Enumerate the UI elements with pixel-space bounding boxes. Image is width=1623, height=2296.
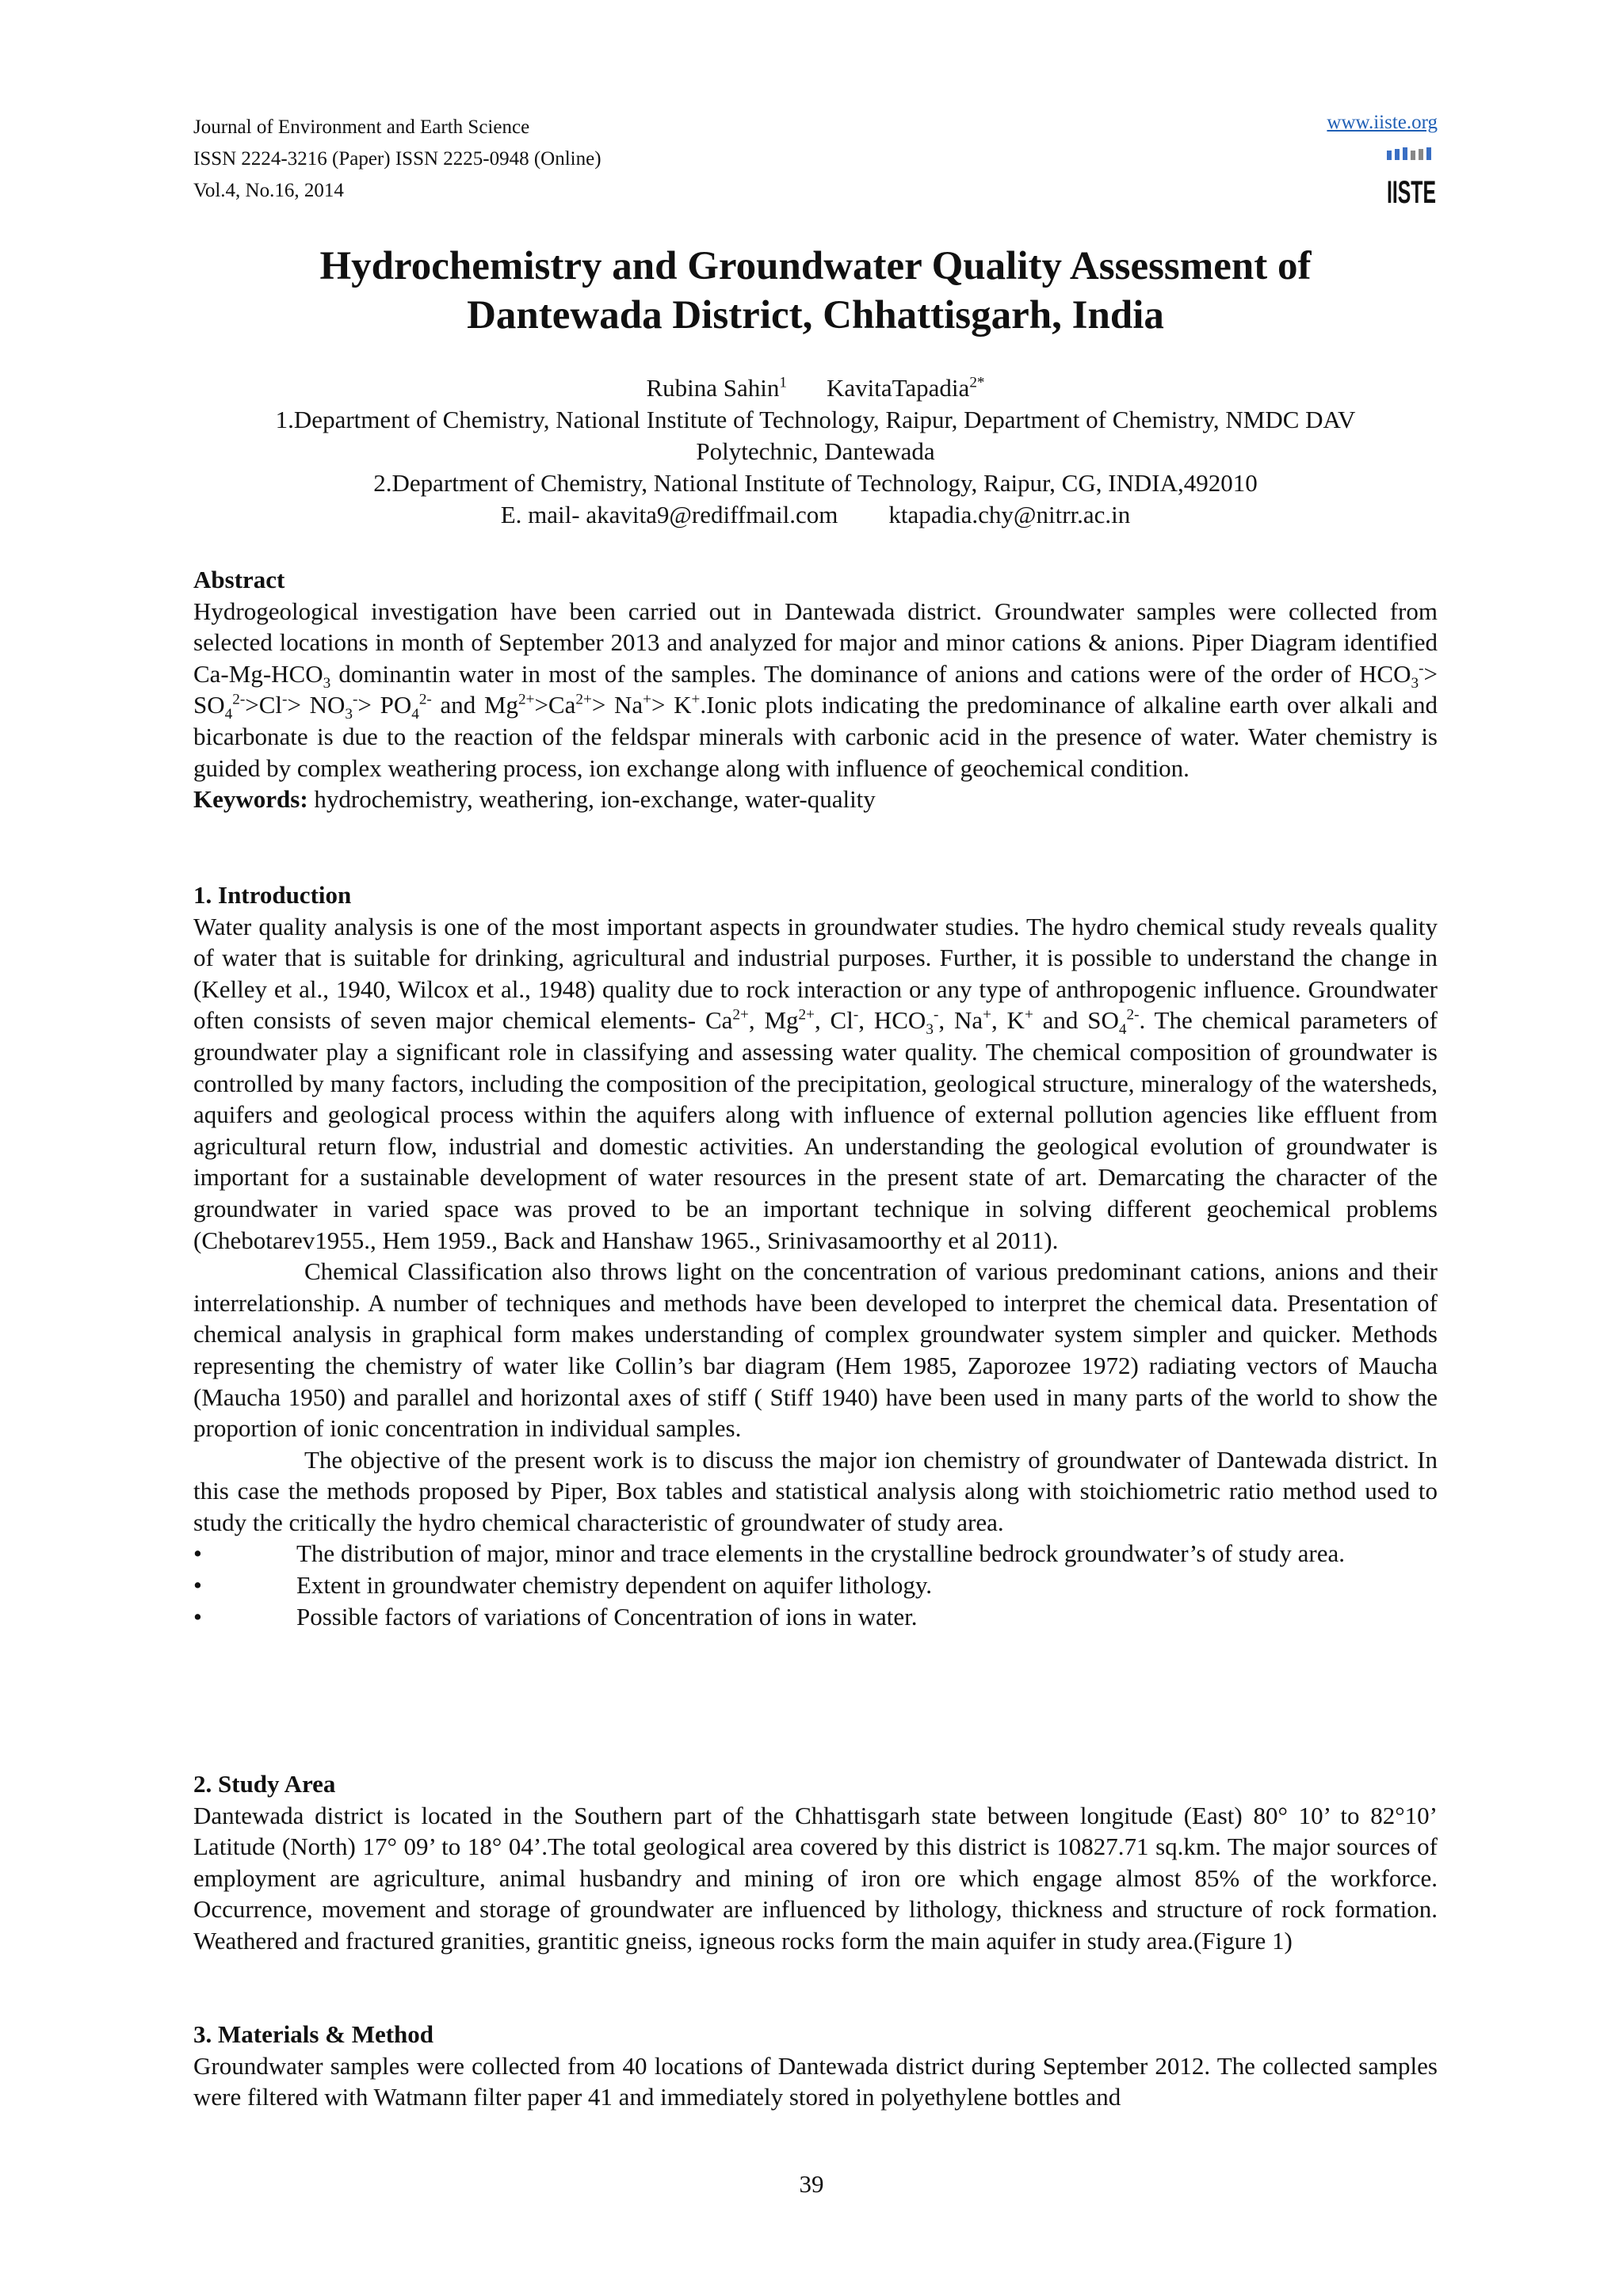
bullet-item: [193, 1569, 1438, 1601]
author-line: [193, 372, 1438, 404]
affiliation-1: [193, 404, 1438, 467]
affiliation-1-line-1: 1.Department of Chemistry, National Institute of Technology, Raipur, Department of Chemistry, NMDC DAV: [275, 406, 1356, 433]
email-1: E. mail- akavita9@rediffmail.com: [500, 501, 838, 528]
keywords-line: [193, 784, 1438, 815]
bullet-item: [193, 1538, 1438, 1569]
abstract-text: Hydrogeological investigation have been carried out in Dantewada district. Groundwater samples were collected from selected locations in month of September 2013 and analyzed for major and minor cations & anions. Piper Diagram identified $Ca-Mg-HCO_3$ dominantin water in most of the samples. The dominance of anions and cations were of the order of $HCO_3^-> SO_4^{2-}>Cl^-> NO_3^-> PO_4^{2-}$ and $Mg^{2+}>Ca^{2+}> Na^+>$ K+.Ionic plots indicating the predominance of alkaline earth over alkali and bicarbonate is due to the reaction of the feldspar minerals with carbonic acid in the presence of water. Water chemistry is guided by complex weathering process, ion exchange along with influence of geochemical condition.: [193, 597, 1438, 782]
bullet-icon: •: [193, 1602, 202, 1630]
keywords-text: hydrochemistry, weathering, ion-exchange, water-quality: [307, 785, 876, 814]
bullet-text: The distribution of major, minor and trace elements in the crystalline bedrock groundwater’s of study area.: [296, 1539, 1346, 1568]
journal-volume: Vol.4, No.16, 2014: [193, 180, 344, 201]
intro-paragraph-1: Water quality analysis is one of the most important aspects in groundwater studies. The hydro chemical study reveals quality of water that is suitable for drinking, agricultural and industrial purposes. Further, it is possible to understand the change in (Kelley et al., 1940, Wilcox et al., 1948) quality due to rock interaction or any type of anthropogenic influence. Groundwater often consists of seven major chemical elements- $Ca^{2+}$, $Mg^{2+}$, Cl-, $HCO_3^-$, Na+, K+ and $SO_4^{2-}$. The chemical parameters of groundwater play a significant role in classifying and assessing water quality. The chemical composition of groundwater is controlled by many factors, including the composition of the precipitation, geological structure, mineralogy of the watersheds, aquifers and geological process within the aquifers along with influence of external pollution agencies like effluent from agricultural return flow, industrial and domestic activities. An understanding the geological evolution of groundwater is important for a sustainable development of water resources in the present state of art. Demarcating the character of the groundwater in varied space was proved to be an important technique in solving different geochemical problems (Chebotarev1955., Hem 1959., Back and Hanshaw 1965., Srinivasamoorthy et al 2011).: [193, 912, 1438, 1254]
email-2: ktapadia.chy@nitrr.ac.in: [888, 501, 1131, 528]
bullet-text: Possible factors of variations of Concentration of ions in water.: [296, 1602, 918, 1630]
title-line-2: Dantewada District, Chhattisgarh, India: [467, 293, 1164, 338]
iiste-logo-icon: [1385, 147, 1438, 208]
methods-text: Groundwater samples were collected from 40 locations of Dantewada district during September 2012. The collected samples were filtered with Watmann filter paper 41 and immediately stored in polyethylene bottles and: [193, 2051, 1438, 2111]
methods-section: [193, 2019, 1438, 2113]
page-number: 39: [799, 2170, 824, 2198]
bullet-text: Extent in groundwater chemistry dependent on aquifer lithology.: [296, 1571, 933, 1600]
affiliation-1-line-2: Polytechnic, Dantewada: [696, 437, 935, 465]
intro-paragraph-2: Chemical Classification also throws light on the concentration of various predominant cations, anions and their interrelationship. A number of techniques and methods have been developed to interpret the chemical data. Presentation of chemical analysis in graphical form makes understanding of complex groundwater system simpler and quicker. Methods representing the chemistry of water like Collin’s bar diagram (Hem 1985, Zaporozee 1972) radiating vectors of Maucha (Maucha 1950) and parallel and horizontal axes of stiff ( Stiff 1940) have been used in many parts of the world to show the proportion of ionic concentration in individual samples.: [193, 1257, 1438, 1443]
author-1: Rubina Sahin: [646, 374, 780, 402]
affiliation-2: 2.Department of Chemistry, National Institute of Technology, Raipur, CG, INDIA,492010: [373, 469, 1258, 497]
author-2-sup: 2*: [969, 374, 985, 391]
journal-website-link[interactable]: www.iiste.org: [1327, 112, 1438, 133]
abstract-heading: Abstract: [193, 566, 285, 593]
logo-text: IISTE: [1387, 175, 1436, 210]
paper-title: [193, 242, 1438, 340]
introduction-section: [193, 879, 1438, 1632]
methods-heading: 3. Materials & Method: [193, 2020, 434, 2048]
bullet-item: [193, 1601, 1438, 1633]
author-2: KavitaTapadia: [827, 374, 970, 402]
bullet-icon: •: [193, 1539, 202, 1568]
bullet-icon: •: [193, 1571, 202, 1600]
title-line-1: Hydrochemistry and Groundwater Quality Assessment of: [319, 244, 1312, 288]
intro-paragraph-3: The objective of the present work is to discuss the major ion chemistry of groundwater of Dantewada district. In this case the methods proposed by Piper, Box tables and statistical analysis along with stoichiometric ratio method used to study the critically the hydro chemical characteristic of groundwater of study area.: [193, 1445, 1438, 1536]
journal-issn: ISSN 2224-3216 (Paper) ISSN 2225-0948 (Online): [193, 148, 601, 170]
author-1-sup: 1: [779, 374, 788, 391]
abstract-section: [193, 564, 1438, 815]
study-area-heading: 2. Study Area: [193, 1770, 336, 1798]
email-line: [193, 499, 1438, 531]
journal-name: Journal of Environment and Earth Science: [193, 116, 530, 138]
introduction-heading: 1. Introduction: [193, 881, 352, 909]
keywords-label: Keywords:: [193, 785, 308, 814]
study-area-section: [193, 1768, 1438, 1957]
study-area-text: Dantewada district is located in the Southern part of the Chhattisgarh state between longitude (East) 80° 10’ to 82°10’ Latitude (North) 17° 09’ to 18° 04’.The total geological area covered by this district is 10827.71 sq.km. The major sources of employment are agriculture, animal husbandry and mining of iron ore which engage almost 85% of the workforce. Occurrence, movement and storage of groundwater are influenced by lithology, thickness and structure of rock formation. Weathered and fractured granities, grantitic gneiss, igneous rocks form the main aquifer in study area.(Figure 1): [193, 1801, 1438, 1955]
